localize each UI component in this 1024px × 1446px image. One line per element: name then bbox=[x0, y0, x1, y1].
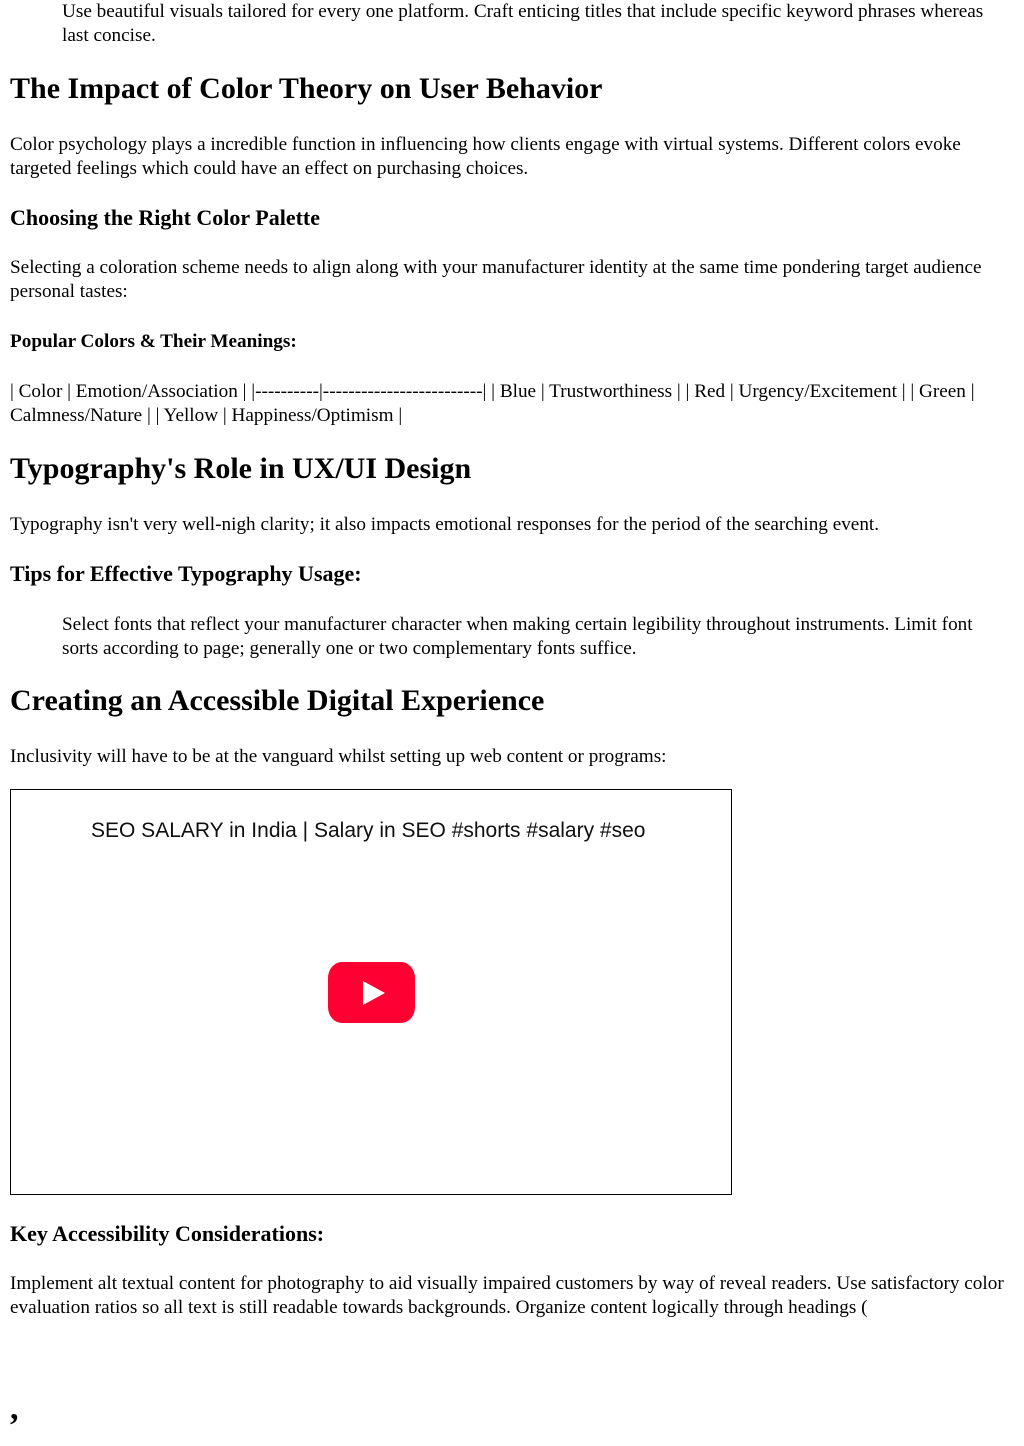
color-theory-heading: The Impact of Color Theory on User Behavior bbox=[10, 72, 603, 105]
play-icon bbox=[363, 981, 385, 1005]
intro-paragraph: Use beautiful visuals tailored for every one platform. Craft enticing titles that include specific keyword phrases whereas last concise. bbox=[62, 1, 984, 46]
accessibility-considerations-paragraph: Implement alt textual content for photography to aid visually impaired customers by way of reveal readers. Use satisfactory color evaluation ratios so all text is still readable towards backgrounds. Organize content logically through headings ( bbox=[10, 1273, 1004, 1318]
color-palette-paragraph: Selecting a coloration scheme needs to align along with your manufacturer identity at the same time pondering target audience personal tastes: bbox=[10, 257, 982, 302]
typography-tips-heading: Tips for Effective Typography Usage: bbox=[10, 561, 362, 586]
trailing-comma: , bbox=[10, 1390, 19, 1427]
color-palette-heading: Choosing the Right Color Palette bbox=[10, 205, 321, 230]
typography-tips-paragraph: Select fonts that reflect your manufacturer character when making certain legibility throughout instruments. Limit font sorts according to page; generally one or two complementary fonts suffice. bbox=[62, 614, 973, 659]
video-title[interactable]: SEO SALARY in India | Salary in SEO #shorts #salary #seo bbox=[91, 819, 646, 842]
typography-heading: Typography's Role in UX/UI Design bbox=[10, 452, 472, 485]
color-meanings-table-text: | Color | Emotion/Association | |----------|-------------------------| | Blue | Trustworthiness | | Red | Urgency/Excitement | | Green | Calmness/Nature | | Yellow | Happiness/Optimism | bbox=[10, 381, 975, 426]
video-embed[interactable] bbox=[10, 789, 732, 1195]
play-button[interactable] bbox=[328, 962, 415, 1023]
popular-colors-heading: Popular Colors & Their Meanings: bbox=[10, 331, 297, 352]
accessibility-considerations-heading: Key Accessibility Considerations: bbox=[10, 1221, 325, 1246]
color-theory-paragraph: Color psychology plays a incredible function in influencing how clients engage with virtual systems. Different colors evoke targeted feelings which could have an effect on purchasing choices. bbox=[10, 134, 961, 179]
accessibility-paragraph: Inclusivity will have to be at the vanguard whilst setting up web content or programs: bbox=[10, 746, 667, 767]
accessibility-heading: Creating an Accessible Digital Experience bbox=[10, 684, 545, 717]
typography-paragraph: Typography isn't very well-nigh clarity; it also impacts emotional responses for the period of the searching event. bbox=[10, 514, 880, 535]
